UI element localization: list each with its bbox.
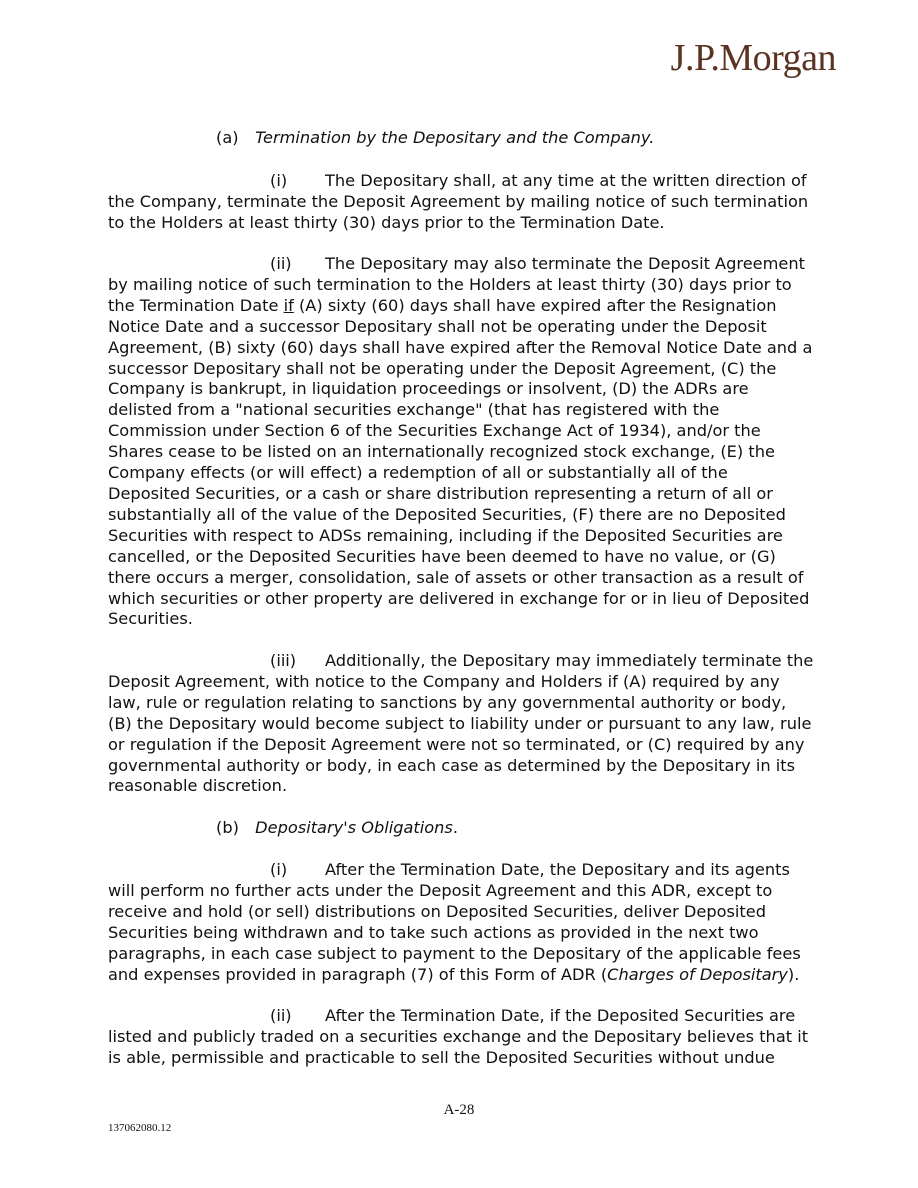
section-a-title: Termination by the Depositary and the Company.: [255, 128, 655, 147]
paragraph-a-ii: [108, 254, 814, 630]
paragraph-a-i: [108, 171, 814, 234]
paragraph-a-iii: [108, 651, 814, 797]
paragraph-text: The Depositary shall, at any time at the written direction of the Company, terminate the Deposit Agreement by mailing notice of such termination to the Holders at least thirty (30) days prior to the Termination Date.: [108, 171, 809, 232]
paragraph-b-ii: [108, 1006, 814, 1069]
paragraph-number: (iii): [270, 651, 297, 670]
page-number: A-28: [443, 1102, 475, 1118]
paragraph-number: (i): [270, 171, 288, 190]
jpmorgan-logo: J.P.Morgan: [670, 37, 836, 79]
paragraph-number: (ii): [270, 254, 292, 273]
paragraph-number: (i): [270, 860, 288, 879]
section-b-label: (b): [216, 818, 239, 837]
paragraph-text: After the Termination Date, the Depositary and its agents will perform no further acts under the Deposit Agreement and this ADR, except to receive and hold (or sell) distributions on Deposited Securities, deliver Deposited Securities being withdrawn and to take such actions as provided in the next two paragraphs, in each case subject to payment to the Depositary of the applicable fees and expenses provided in paragraph (7) of this Form of ADR (: [108, 860, 801, 984]
underlined-if: if: [283, 295, 294, 315]
paragraph-text-cont: (A) sixty (60) days shall have expired after the Resignation Notice Date and a successor Depositary shall not be operating under the Deposit Agreement, (B) sixty (60) days shall have expired after the Removal Notice Date and a successor Depositary shall not be operating under the Deposit Agreement, (C) the Company is bankrupt, in liquidation proceedings or insolvent, (D) the ADRs are delisted from a "national securities exchange" (that has registered with the Commission under Section 6 of the Securities Exchange Act of 1934), and/or the Shares cease to be listed on an internationally recognized stock exchange, (E) the Company effects (or will effect) a redemption of all or substantially all of the Deposited Securities, or a cash or share distribution representing a return of all or substantially all of the value of the Deposited Securities, (F) there are no Deposited Securities with respect to ADSs remaining, including if the Deposited Securities are cancelled, or the Deposited Securities have been deemed to have no value, or (G) there occurs a merger, consolidation, sale of assets or other transaction as a result of which securities or other property are delivered in exchange for or in lieu of Deposited Securities.: [108, 295, 813, 629]
section-b-title: Depositary's Obligations: [255, 818, 453, 837]
paragraph-text-end: ).: [787, 964, 800, 984]
section-a-heading: [216, 128, 654, 149]
section-b-heading: [216, 818, 458, 839]
document-id: 137062080.12: [108, 1122, 172, 1134]
italic-reference: Charges of Depositary: [607, 964, 788, 984]
paragraph-text: Additionally, the Depositary may immediately terminate the Deposit Agreement, with notice to the Company and Holders if (A) required by any law, rule or regulation relating to sanctions by any governmental authority or body, (B) the Depositary would become subject to liability under or pursuant to any law, rule or regulation if the Deposit Agreement were not so terminated, or (C) required by any governmental authority or body, in each case as determined by the Depositary in its reasonable discretion.: [108, 651, 814, 796]
paragraph-number: (ii): [270, 1006, 292, 1025]
paragraph-text: After the Termination Date, if the Deposited Securities are listed and publicly traded on a securities exchange and the Depositary believes that it is able, permissible and practicable to sell the Deposited Securities without undue: [108, 1006, 809, 1067]
section-b-title-suffix: .: [452, 818, 459, 837]
paragraph-b-i: [108, 860, 814, 985]
paragraph-text: The Depositary may also terminate the Deposit Agreement by mailing notice of such termination to the Holders at least thirty (30) days prior to the Termination Date: [108, 254, 805, 315]
section-a-label: (a): [216, 128, 239, 147]
